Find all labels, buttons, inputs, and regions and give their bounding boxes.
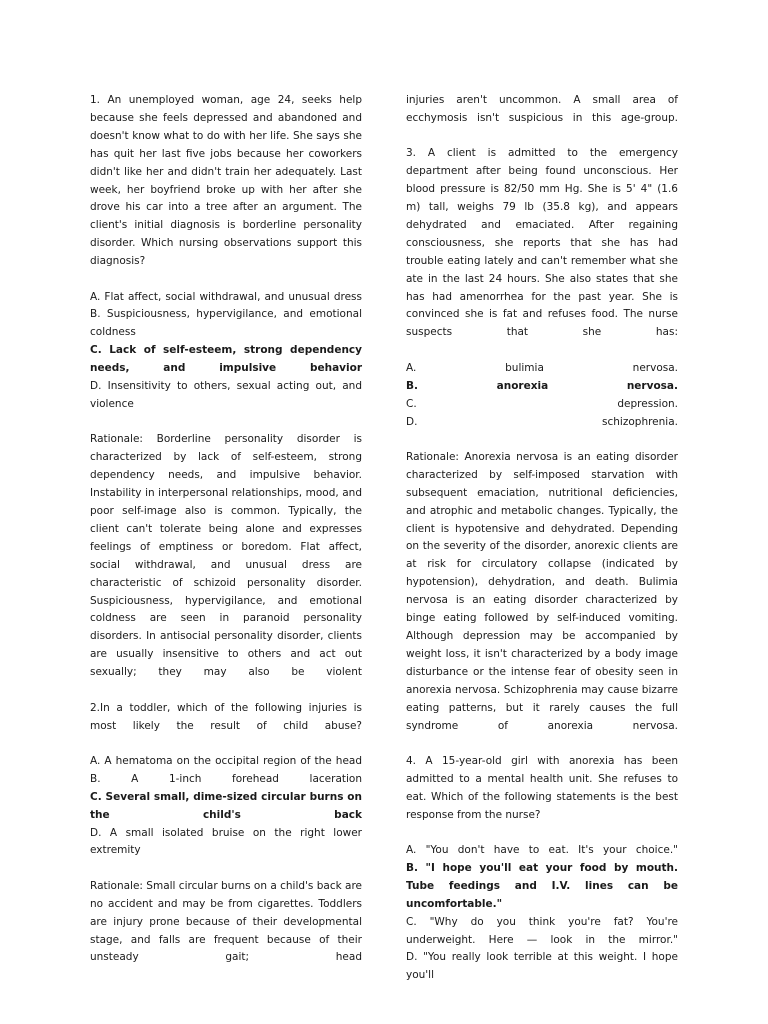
left-column <box>90 92 362 985</box>
question-1-option-b: B. Suspiciousness, hypervigilance, and emotional coldness <box>90 308 362 339</box>
question-1-rationale: Rationale: Borderline personality disorder is characterized by lack of self-esteem, strong dependency needs, and impulsive behavior. Instability in interpersonal relationships, mood, and poor self-image also is common. Typically, the client can't tolerate being alone and expresses feelings of emptiness or boredom. Flat affect, social withdrawal, and unusual dress are characteristic of schizoid personality disorder. Suspiciousness, hypervigilance, and emotional coldness are seen in paranoid personality disorders. In antisocial personality disorder, clients are usually insensitive to others and act out sexually; they may also be violent <box>90 433 362 679</box>
question-4-option-a: A. "You don't have to eat. It's your choice." <box>406 844 678 857</box>
question-1-option-a: A. Flat affect, social withdrawal, and unusual dress <box>90 290 362 303</box>
question-2-option-c-answer: C. Several small, dime-sized circular burns on the child's back <box>90 790 362 821</box>
question-2-option-b: B. A 1-inch forehead laceration <box>90 772 362 785</box>
question-2-rationale-end: injuries aren't uncommon. A small area of ecchymosis isn't suspicious in this age-group. <box>406 94 678 124</box>
question-4-option-d: D. "You really look terrible at this weight. I hope you'll <box>406 951 678 982</box>
question-2-rationale-start: Rationale: Small circular burns on a child's back are no accident and may be from cigarettes. Toddlers are injury prone because of their developmental stage, and falls are frequent because of their unsteady gait; head <box>90 879 363 964</box>
question-2-stem: 2.In a toddler, which of the following injuries is most likely the result of child abuse? <box>90 701 362 732</box>
question-3-option-c: C. depression. <box>406 397 678 410</box>
question-3-stem: 3. A client is admitted to the emergency department after being found unconscious. Her blood pressure is 82/50 mm Hg. She is 5' 4" (1.6 m) tall, weighs 79 lb (35.8 kg), and appears dehydrated and emaciated. After regaining consciousness, she reports that she has had trouble eating lately and can't remember what she ate in the last 24 hours. She also states that she has had amenorrhea for the past year. She is convinced she is fat and refuses food. The nurse suspects that she has: <box>406 147 678 339</box>
question-2-option-d: D. A small isolated bruise on the right lower extremity <box>90 826 362 857</box>
question-3-option-d: D. schizophrenia. <box>406 415 678 428</box>
question-1-stem: 1. An unemployed woman, age 24, seeks help because she feels depressed and abandoned and doesn't know what to do with her life. She says she has quit her last five jobs because her coworkers didn't like her and didn't train her adequately. Last week, her boyfriend broke up with her after she drove his car into a tree after an argument. The client's initial diagnosis is borderline personality disorder. Which nursing observations support this diagnosis? <box>90 94 362 268</box>
right-column <box>406 92 678 985</box>
question-1-option-c-answer: C. Lack of self-esteem, strong dependency needs, and impulsive behavior <box>90 344 362 375</box>
question-3-option-a: A. bulimia nervosa. <box>406 361 678 374</box>
question-1-option-d: D. Insensitivity to others, sexual acting out, and violence <box>90 380 362 410</box>
question-2-option-a: A. A hematoma on the occipital region of the head <box>90 754 362 767</box>
question-4-stem: 4. A 15-year-old girl with anorexia has been admitted to a mental health unit. She refuses to eat. Which of the following statements is the best response from the nurse? <box>406 754 678 821</box>
question-3-rationale: Rationale: Anorexia nervosa is an eating disorder characterized by self-imposed starvation with subsequent emaciation, nutritional deficiencies, and atrophic and metabolic changes. Typically, the client is hypotensive and dehydrated. Depending on the severity of the disorder, anorexic clients are at risk for circulatory collapse (indicated by hypotension), dehydration, and death. Bulimia nervosa is an eating disorder characterized by binge eating followed by self-induced vomiting. Although depression may be accompanied by weight loss, it isn't characterized by a body image disturbance or the intense fear of obesity seen in anorexia nervosa. Schizophrenia may cause bizarre eating patterns, but it rarely causes the full syndrome of anorexia nervosa. <box>406 450 678 732</box>
question-4-option-b-answer: B. "I hope you'll eat your food by mouth. Tube feedings and I.V. lines can be uncomfortable." <box>406 861 678 910</box>
question-3-option-b-answer: B. anorexia nervosa. <box>406 379 678 392</box>
question-4-option-c: C. "Why do you think you're fat? You're underweight. Here — look in the mirror." <box>406 915 678 946</box>
